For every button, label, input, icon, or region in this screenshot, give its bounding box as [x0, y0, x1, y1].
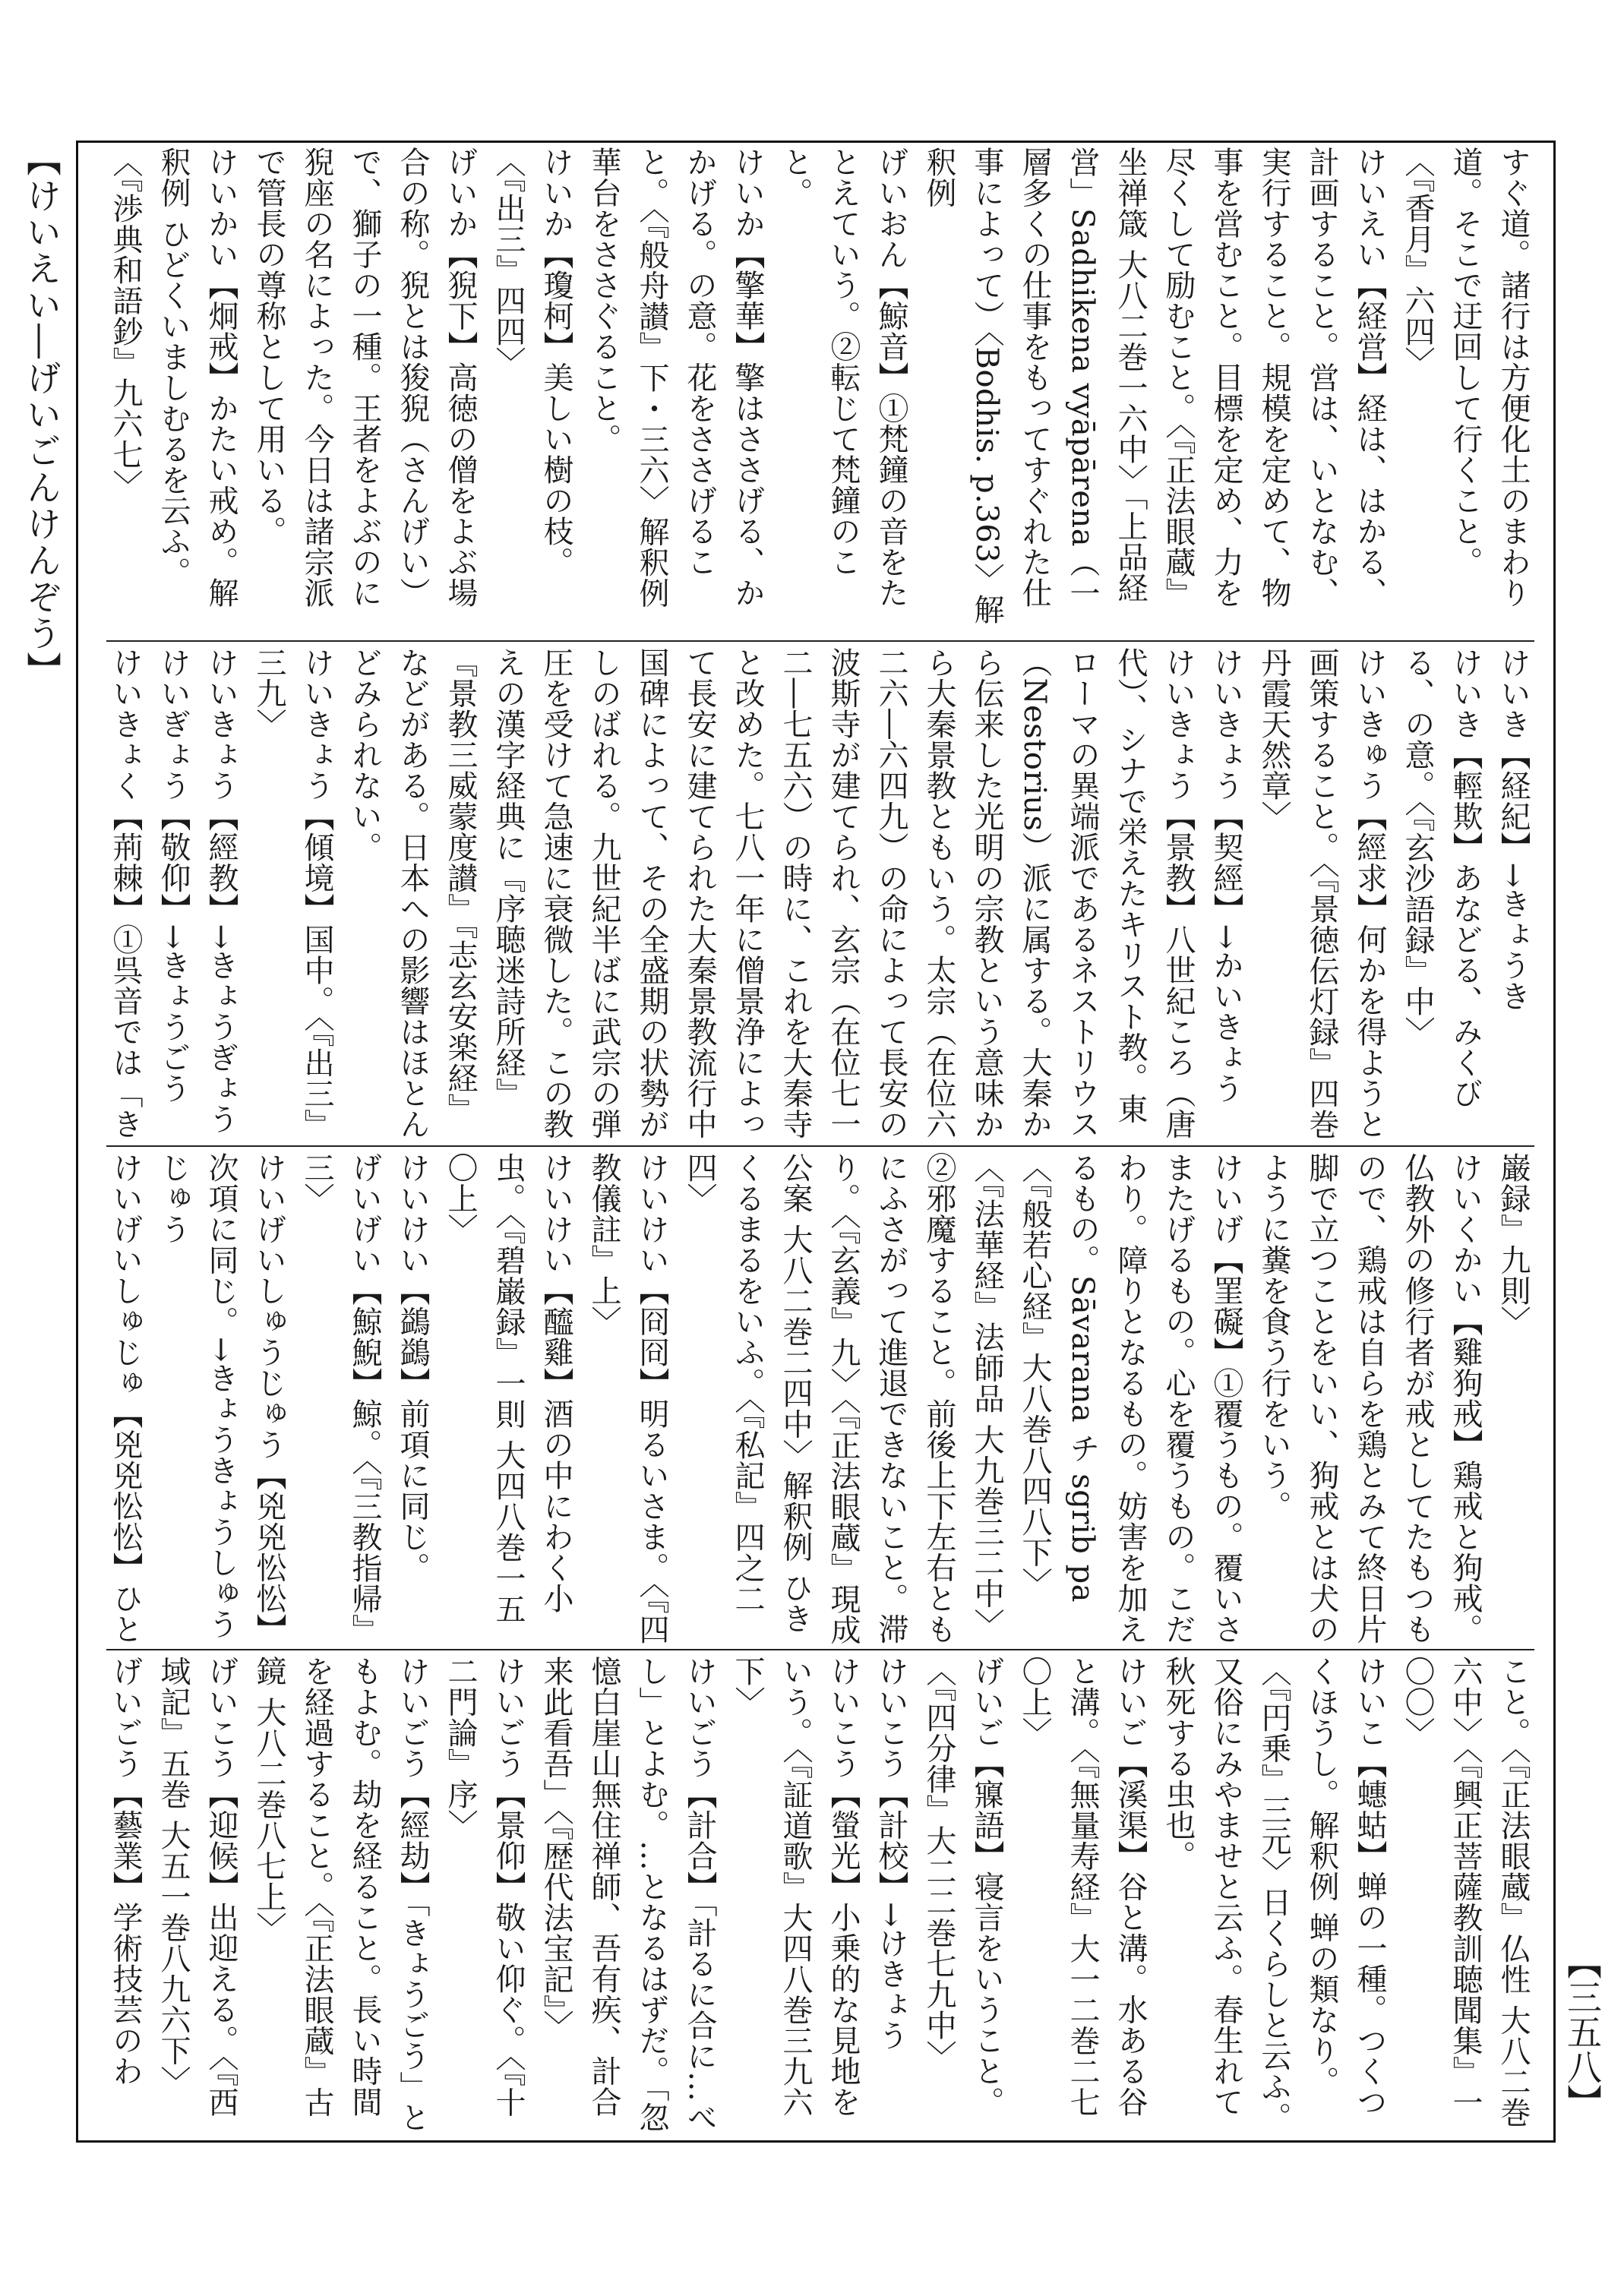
dictionary-entry: けいきゅう【經求】何かを得ようと画策すること。〈『景徳伝灯録』四巻丹霞天然章〉 — [1256, 647, 1387, 1140]
tier-divider — [106, 1649, 1534, 1650]
dictionary-entry: けいこう【計校】→けきょう — [874, 1656, 908, 2051]
dictionary-entry: けいこ【蟪蛄】蝉の一種。つくつくほうし。解釈例 蝉の類なり。〈『円乗』三元〉日くらしと云ふ。又俗にみやませと云ふ。春生れて秋死する虫也。 — [1161, 1656, 1387, 2133]
running-head: 【けいえい―げいごんけんぞう】 — [21, 141, 62, 688]
dictionary-entry — [95, 147, 101, 637]
page-number: 【三五八】 — [1562, 1944, 1603, 2119]
dictionary-entry: けいけい【鷁鷁】前項に同じ。 — [395, 1152, 430, 1583]
dictionary-entry: すぐ道。諸行は方便化土のまわり道。そこで迂回して行くこと。〈『香月』六四〉 — [1400, 147, 1531, 608]
tier-column — [95, 147, 1537, 637]
dictionary-entry: けいき【経紀】→きょうき — [1496, 647, 1531, 1012]
dictionary-entry: けいごう【景仰】敬い仰ぐ。〈『十二門論』序〉 — [443, 1656, 526, 2118]
dictionary-tier-3 — [80, 1152, 1552, 1646]
dictionary-entry: けいき【輕欺】あなどる、みくびる、の意。〈『玄沙語録』中〉 — [1400, 647, 1483, 1109]
dictionary-entry: げいおん【鯨音】①梵鐘の音をたとえていう。②転じて梵鐘のこと。 — [778, 147, 908, 608]
dictionary-tier-4 — [80, 1656, 1552, 2139]
dictionary-entry: けいげ【罣礙】①覆うもの。覆いさまたげるもの。心を覆うもの。こだわり。障りとなるもの。妨害を加えるもの。Sāvarana チ sgrib pa〈『般若心経』大八巻八四八下〉〈『法華経』法師品 大九巻三二中〉②邪魔すること。前後上下左右ともにふさがって進退できないこと。滞り。〈『玄義』九〉〈『正法眼蔵』現成公案 大八二巻二四中〉解釈例 ひきくるまるをいふ。〈『私記』四之二四〉 — [682, 1152, 1243, 1645]
dictionary-entry: けいきょう【景教】八世紀ころ（唐代）、シナで栄えたキリスト教。東ローマの異端派であるネストリウス（Nestorius）派に属する。大秦から伝来した光明の宗教という意味から大秦景教ともいう。太宗（在位六二六―六四九）の命によって長安の波斯寺が建てられ、玄宗（在位七一二―七五六）の時に、これを大秦寺と改めた。七八一年に僧景浄によって長安に建てられた大秦景教流行中国碑によって、その全盛期の状勢がしのばれる。九世紀半ばに武宗の弾圧を受けて急速に衰微した。この教えの漢字経典に『序聴迷詩所経』『景教三威蒙度讃』『志玄安楽経』などがある。日本への影響はほとんどみられない。 — [347, 647, 1196, 1139]
dictionary-entry: けいぎょう【敬仰】→きょうごう — [156, 647, 191, 1104]
dictionary-entry: けいげいしゅじゅ【兇兇忪忪】ひと — [108, 1152, 143, 1644]
dictionary-entry: げいか【猊下】高徳の僧をよぶ場合の称。猊とは狻猊（さんげい）で、獅子の一種。王者をよぶのに猊座の名によった。今日は諸宗派で管長の尊称として用いる。 — [251, 147, 478, 608]
dictionary-entry: けいけい【冏冏】明るいさま。〈『四教儀註』上〉 — [586, 1152, 669, 1645]
tier-divider — [106, 640, 1534, 642]
dictionary-entry: けいきょう【經教】→きょうぎょう — [204, 647, 239, 1135]
dictionary-tier-1 — [80, 147, 1552, 637]
tier-column — [95, 1656, 1537, 2139]
dictionary-entry: けいごう【計合】「計るに合に…べし」とよむ。…となるはずだ。「忽憶白崖山無住禅師、吾有疾、計合来此看吾」〈『歴代法宝記』〉 — [539, 1656, 717, 2133]
dictionary-entry: げいこう【迎候】出迎える。〈『西域記』五巻 大五一巻八九六下〉 — [156, 1656, 239, 2118]
dictionary-entry: げいご【寱語】寝言をいうこと。〈『四分律』大二二巻七九中〉 — [921, 1656, 1004, 2118]
dictionary-entry: けいえい【経営】経は、はかる、計画すること。営は、いとなむ、実行すること。規模を定めて、物事を営むこと。目標を定め、力を尽くして励むこと。〈『正法眼蔵』坐禅箴 大八二巻一六中〉「上品経営」Sadhikena vyāpārena（一層多くの仕事をもってすぐれた仕事によって）〈Bodhis. p.363〉解釈例 — [921, 147, 1387, 625]
tier-column — [95, 647, 1537, 1142]
dictionary-entry: けいかい【炯戒】かたい戒め。解釈例 ひどくいましむるを云ふ。〈『渉典和語鈔』九六七〉 — [108, 147, 239, 608]
dictionary-entry: けいか【擎華】擎はささげる、かかげる。の意。花をささげること。〈『般舟讃』下・三六〉解釈例 華台をささぐること。 — [586, 147, 765, 608]
dictionary-entry: けいご【溪渠】谷と溝。水ある谷と溝。〈『無量寿経』大一二巻二七〇上〉 — [1017, 1656, 1148, 2118]
dictionary-entry: けいこう【螢光】小乗的な見地をいう。〈『証道歌』大四八巻三九六下〉 — [730, 1656, 861, 2118]
tier-divider — [106, 1145, 1534, 1147]
dictionary-entry: げいげい【鯨鯢】鯨。〈『三教指帰』三〉 — [299, 1152, 382, 1645]
dictionary-tier-2 — [80, 647, 1552, 1142]
dictionary-entry: げいごう【藝業】学術技芸のわ — [108, 1656, 143, 2086]
dictionary-entry: けいくかい【雞狗戒】鶏戒と狗戒。仏教外の修行者が戒としてたもつもので、鶏戒は自らを鶏とみて終日片脚で立つことをいい、狗戒とは犬のように糞を食う行をいう。 — [1256, 1152, 1483, 1644]
dictionary-entry: けいきょう【契經】→かいきょう — [1209, 647, 1243, 1104]
dictionary-entry: けいげいしゅうじゅう【兇兇忪忪】次項に同じ。→きょうきょうしゅうじゅう — [156, 1152, 286, 1644]
tier-column — [95, 1152, 1537, 1646]
dictionary-entry: けいけい【醯雞】酒の中にわく小虫。〈『碧巌録』一則 大四八巻一五〇上〉 — [443, 1152, 573, 1625]
dictionary-entry: こと。〈『正法眼蔵』仏性 大八二巻六中〉〈『興正菩薩教訓聴聞集』一〇〇〉 — [1400, 1656, 1531, 2128]
dictionary-entry: けいか【瓊柯】美しい樹の枝。〈『出三』四四〉 — [491, 147, 573, 577]
dictionary-entry: けいきょう【傾境】国中。〈『出三』三九〉 — [251, 647, 334, 1140]
dictionary-entry: けいごう【經劫】「きょうごう」ともよむ。劫を経ること。長い時間を経過すること。〈『正法眼蔵』古鏡 大八二巻八七上〉 — [251, 1656, 430, 2133]
dictionary-entry: けいきょく【荊棘】①呉音では「き — [108, 647, 143, 1139]
dictionary-entry: 巌録』九則〉 — [1496, 1152, 1531, 1337]
